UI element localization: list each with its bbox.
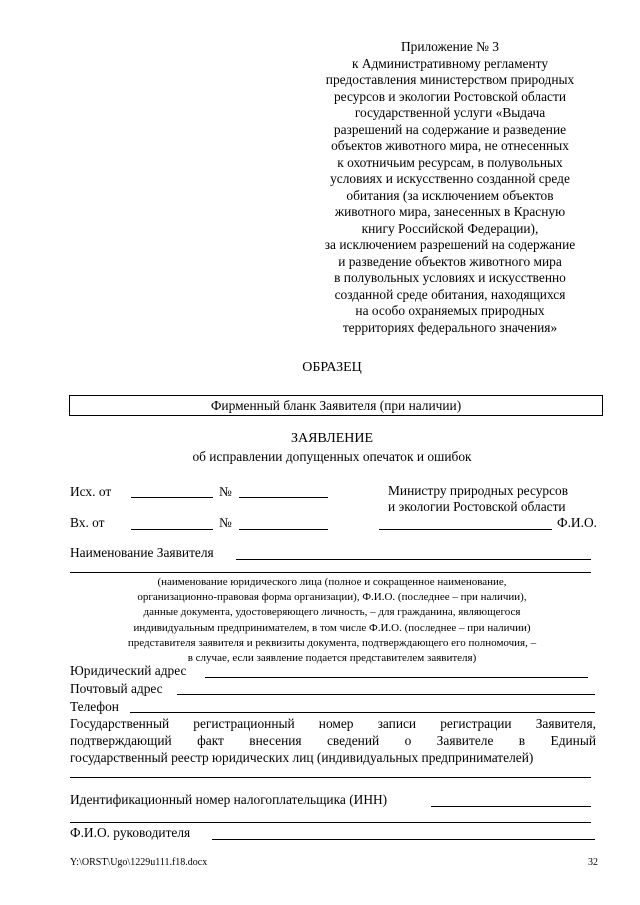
hint-line: организационно-правовая форма организации), Ф.И.О. (последнее – при наличии),	[137, 591, 527, 604]
registration-line1: Государственный регистрационный номер записи регистрации Заявителя,	[70, 716, 596, 731]
appendix-line: объектов животного мира, не отнесенных	[331, 138, 569, 153]
appendix-line: условиях и искусственно созданной среде	[330, 171, 570, 186]
appendix-header	[300, 39, 600, 336]
outgoing-date-field[interactable]	[131, 497, 213, 498]
registration-line3: государственный реестр юридических лиц (индивидуальных предпринимателей)	[70, 750, 534, 765]
incoming-number-sign: №	[219, 515, 232, 530]
appendix-line: созданной среде обитания, находящихся	[334, 286, 566, 302]
incoming-date-field[interactable]	[131, 529, 213, 530]
postal-address-label: Почтовый адрес	[70, 681, 163, 696]
addressee-fio-field[interactable]	[379, 529, 552, 530]
document-title: ЗАЯВЛЕНИЕ	[290, 431, 374, 446]
phone-label: Телефон	[70, 699, 119, 714]
page-number: 32	[588, 857, 598, 868]
appendix-line: обитания (за исключением объектов	[346, 187, 554, 203]
postal-address-field[interactable]	[177, 694, 595, 695]
appendix-line: предоставления министерством природных	[325, 72, 575, 87]
applicant-name-label: Наименование Заявителя	[70, 545, 214, 560]
applicant-name-field-line2[interactable]	[70, 572, 591, 573]
appendix-line: Приложение № 3	[400, 39, 500, 54]
head-fio-label: Ф.И.О. руководителя	[70, 825, 191, 840]
appendix-line: государственной услуги «Выдача	[354, 105, 546, 120]
outgoing-number-sign: №	[219, 484, 232, 499]
appendix-line: на особо охраняемых природных	[355, 303, 545, 318]
inn-field-line2[interactable]	[70, 822, 591, 823]
appendix-line: территориях федерального значения»	[342, 319, 558, 335]
hint-line: данные документа, удостоверяющего личность, – для гражданина, являющегося	[143, 606, 521, 619]
applicant-name-field[interactable]	[236, 559, 591, 560]
appendix-line: и разведение объектов животного мира	[338, 253, 562, 269]
legal-address-field[interactable]	[205, 677, 588, 678]
addressee-line1: Министру природных ресурсов	[388, 483, 569, 498]
appendix-line: за исключением разрешений на содержание	[324, 237, 576, 252]
document-subtitle: об исправлении допущенных опечаток и ошибок	[192, 449, 472, 464]
addressee-fio-label: Ф.И.О.	[557, 515, 597, 530]
registration-line2: подтверждающий факт внесения сведений о Заявителе в Единый	[70, 733, 596, 748]
incoming-number-field[interactable]	[239, 529, 328, 530]
head-fio-field[interactable]	[212, 839, 595, 840]
outgoing-label: Исх. от	[70, 484, 112, 499]
applicant-hint	[70, 575, 594, 666]
sample-label: ОБРАЗЕЦ	[302, 360, 362, 375]
legal-address-label: Юридический адрес	[70, 663, 187, 678]
addressee-line2: и экологии Ростовской области	[388, 499, 566, 514]
appendix-line: к охотничьим ресурсам, в полувольных	[337, 154, 563, 170]
appendix-line: к Административному регламенту	[351, 55, 549, 71]
footer-file-path: Y:\ORST\Ugo\1229u111.f18.docx	[70, 857, 208, 868]
inn-label: Идентификационный номер налогоплательщика (ИНН)	[70, 792, 388, 807]
hint-line: представителя заявителя и реквизиты документа, подтверждающего его полномочия, –	[127, 636, 537, 649]
appendix-line: книгу Российской Федерации),	[361, 220, 539, 236]
appendix-line: в полувольных условиях и искусственно	[334, 270, 566, 285]
outgoing-number-field[interactable]	[239, 497, 328, 498]
incoming-label: Вх. от	[70, 515, 105, 530]
inn-field[interactable]	[431, 806, 591, 807]
hint-line: (наименование юридического лица (полное и сокращенное наименование,	[157, 576, 507, 588]
appendix-line: разрешений на содержание и разведение	[333, 121, 567, 137]
letterhead-box: Фирменный бланк Заявителя (при наличии)	[69, 395, 603, 416]
phone-field[interactable]	[130, 712, 595, 713]
hint-line: в случае, если заявление подается представителем заявителя)	[187, 652, 477, 665]
appendix-line: ресурсов и экологии Ростовской области	[333, 88, 567, 104]
registration-number-field[interactable]	[70, 777, 591, 778]
hint-line: индивидуальным предпринимателем, в том числе Ф.И.О. (последнее – при наличии)	[133, 621, 531, 634]
appendix-line: животного мира, занесенных в Красную	[334, 204, 566, 219]
